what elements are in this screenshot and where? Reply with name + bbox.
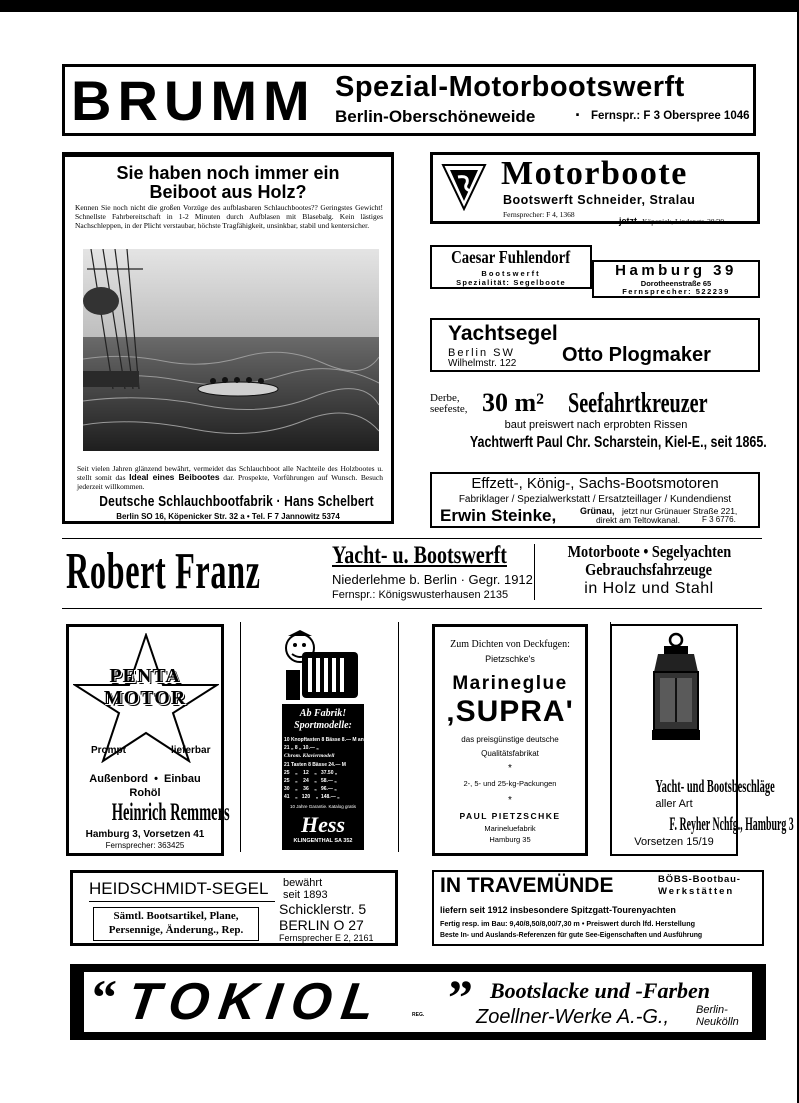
remmers-deliver: lieferbar [171, 745, 211, 756]
tokiol-city-2: Neukölln [696, 1016, 739, 1028]
ad-travemuende [432, 870, 764, 946]
ad-schneider [430, 152, 760, 224]
remmers-logo-1: PENTA [109, 665, 181, 687]
reyher-name: F. Reyher Nchfg., Hamburg 3 [669, 814, 794, 835]
hess-row: 25 „ 12 „ 37.50 „ [284, 769, 338, 776]
ad-steinke [430, 472, 760, 528]
hess-price-list [284, 736, 362, 802]
travemuende-line2: Fertig resp. im Bau: 9,40/8,50/8,00/7,30 m • Preiswert durch lfd. Herstellung [440, 919, 695, 928]
ad-franz [62, 540, 762, 606]
remmers-name-wrap [69, 799, 230, 827]
heidschmidt-city: BERLIN O 27 [279, 917, 364, 933]
tokiol-brand: TOKIOL [123, 973, 388, 1031]
fuhlendorf-city: Hamburg 39 [615, 262, 737, 279]
tokiol-city-1: Berlin- [696, 1004, 728, 1016]
reyher-sub: aller Art [655, 798, 693, 810]
pietzschke-line1: Zum Dichten von Deckfugen: [450, 639, 570, 650]
steinke-addr-2: direkt am Teltowkanal. [596, 515, 680, 525]
reyher-name-wrap [612, 814, 794, 836]
schelbert-outro [77, 464, 383, 491]
schelbert-company [65, 491, 391, 510]
hess-slogan-1: Ab Fabrik! [299, 708, 347, 719]
top-border [0, 0, 799, 12]
remmers-types: Außenbord • Einbau [89, 773, 201, 785]
ad-fuhlendorf-address [592, 260, 760, 298]
schelbert-title-1: Sie haben noch immer ein [116, 163, 340, 183]
franz-right-3: in Holz und Stahl [584, 580, 714, 597]
franz-right-2: Gebrauchsfahrzeuge [585, 560, 713, 579]
scharstein-title-wrap [568, 388, 762, 420]
franz-divider [534, 544, 535, 600]
ad-hess [282, 630, 364, 850]
fuhlendorf-name: Caesar Fuhlendorf [451, 247, 571, 267]
schelbert-address: Berlin SO 16, Köpenicker Str. 32 a • Tel. F 7 Jannowitz 5374 [116, 512, 340, 521]
ad-scharstein [428, 388, 767, 454]
scharstein-company: Yachtwerft Paul Chr. Scharstein, Kiel-E., seit 1865. [469, 434, 767, 451]
plogmaker-name: Otto Plogmaker [562, 344, 711, 366]
franz-right-1: Motorboote • Segelyachten [567, 542, 731, 561]
tokiol-company: Zoellner-Werke A.-G., [476, 1006, 670, 1028]
hess-row: Chrom. Klaviermodell [284, 753, 335, 760]
plogmaker-street: Wilhelmstr. 122 [448, 358, 517, 369]
ad-schelbert [62, 152, 394, 524]
travemuende-title: IN TRAVEMÜNDE [440, 874, 614, 897]
schelbert-title-2: Beiboot aus Holz? [149, 182, 307, 202]
reyher-title: Yacht- und Bootsbeschläge [655, 776, 775, 796]
pietzschke-desc-1: das preisgünstige deutsche [461, 735, 559, 744]
ad-reyher [610, 624, 794, 856]
pietzschke-product: ‚SUPRA' [446, 695, 574, 728]
hess-row: 21 Tasten 8 Bässe 24.— M [284, 761, 346, 768]
ad-pietzschke [432, 624, 588, 856]
travemuende-yard-1: BÖBS-Bootbau- [658, 874, 741, 885]
tokiol-product: Bootslacke und -Farben [490, 978, 711, 1003]
steinke-services: Fabriklager / Spezialwerkstatt / Ersatzteillager / Kundendienst [458, 494, 732, 505]
franz-top-rule [62, 538, 762, 539]
scharstein-size: 30 m² [482, 388, 544, 417]
remmers-phone: Fernsprecher: 363425 [105, 841, 185, 850]
schelbert-outro-2: dar. Prospekte, Vorführungen auf Wunsch. Besuch jederzeit willkommen. [77, 473, 384, 491]
tokiol-reg: REG. [412, 1012, 425, 1018]
brumm-sep: · [575, 105, 581, 125]
hess-row: 41 „ 120 „ 148.— „ [284, 794, 340, 801]
schneider-now [619, 209, 724, 228]
scharstein-sub: baut preiswert nach erprobten Rissen [504, 419, 688, 431]
scharstein-pre-1: Derbe, [430, 392, 460, 404]
ad-plogmaker [430, 318, 760, 372]
schneider-logo-icon [441, 163, 487, 211]
steinke-name: Erwin Steinke, [440, 506, 557, 525]
fuhlendorf-street: Dorotheenstraße 65 [640, 279, 712, 288]
heidschmidt-proven-1: bewährt [283, 877, 323, 889]
hess-place: KLINGENTHAL SA 352 [293, 838, 353, 844]
scharstein-pre-2: seefeste, [430, 403, 468, 415]
remmers-logo-2: MOTOR [103, 687, 187, 709]
hess-row: 30 „ 36 „ 96.— „ [284, 786, 337, 793]
fuhlendorf-phone: Fernsprecher: 522239 [622, 287, 730, 296]
fuhlendorf-line2: Spezialität: Segelboote [456, 278, 566, 287]
schneider-now-address: Köpenick, Lindenstr. 28/29 [642, 217, 725, 226]
heidschmidt-items-box [93, 907, 259, 941]
franz-kind-wrap [332, 542, 551, 570]
schelbert-outro-1: Seit vielen Jahren glänzend bewährt, vermeidet das Schlauchboot alle Nachteile des Holzbootes u. stellt somit das [77, 464, 383, 482]
divider-1 [240, 622, 241, 852]
brumm-name: BRUMM [71, 69, 316, 132]
plogmaker-city: Berlin SW [448, 347, 515, 359]
travemuende-line3: Beste In- und Auslands-Referenzen für gute See-Eigenschaften und Ausführung [440, 932, 703, 939]
steinke-place: Grünau, [580, 506, 615, 516]
plogmaker-title: Yachtsegel [448, 322, 558, 345]
steinke-title: Effzett-, König-, Sachs-Bootsmotoren [471, 475, 719, 492]
schneider-phone: Fernsprecher: F 4, 1368 [503, 210, 575, 219]
travemuende-line1: liefern seit 1912 insbesondere Spitzgatt-Tourenyachten [440, 905, 676, 915]
hess-slogan-2: Sportmodelle: [294, 720, 352, 731]
pietzschke-city: Hamburg 35 [489, 835, 531, 844]
fuhlendorf-line1: Bootswerft [481, 269, 541, 278]
heidschmidt-items-2: Persennige, Änderung., Rep. [108, 924, 244, 936]
schelbert-outro-ideal: Ideal eines Beibootes [129, 472, 220, 482]
ad-tokiol [70, 964, 766, 1040]
scharstein-title: Seefahrtkreuzer [568, 388, 708, 419]
remmers-oil: Rohöl [129, 787, 161, 799]
hess-name: Hess [301, 812, 345, 837]
divider-2 [398, 622, 399, 852]
steinke-phone: F 3 6776. [702, 515, 736, 524]
franz-right-2-wrap [536, 560, 762, 580]
heidschmidt-items-1: Sämtl. Bootsartikel, Plane, [113, 910, 239, 922]
fuhlendorf-name-wrap [432, 247, 590, 268]
hess-panel [282, 704, 364, 850]
pietzschke-packs: 2-, 5- und 25-kg-Packungen [463, 779, 557, 788]
franz-place: Niederlehme b. Berlin · Gegr. 1912 [332, 572, 533, 587]
hess-guarantee: 10 Jahre Garantie. Katalog gratis [289, 804, 357, 809]
scharstein-company-wrap [428, 432, 767, 452]
heidschmidt-street: Schicklerstr. 5 [279, 901, 367, 917]
heidschmidt-name: HEIDSCHMIDT-SEGEL [89, 879, 269, 898]
ad-fuhlendorf [430, 245, 592, 289]
franz-name: Robert Franz [66, 543, 261, 600]
remmers-name: Heinrich Remmers [111, 799, 230, 826]
schelbert-company-text: Deutsche Schlauchbootfabrik · Hans Schelbert [99, 493, 374, 510]
pietzschke-star-1: * [508, 763, 512, 774]
schelbert-intro: Kennen Sie noch nicht die großen Vorzüge des aufblasbaren Schlauchbootes?? Geringstes Gewicht! Schnellste Fahrbereitschaft in 1-2 Minuten durch Aufblasen mit Blasebalg. Kein lästiges Nachschleppen, in der Plicht verstaubar, höchste Tragfähigkeit, unsinkbar, stabil und kentersicher. [75, 203, 383, 230]
tokiol-quote-open: “ [92, 969, 117, 1025]
pietzschke-maker: PAUL PIETZSCHKE [459, 811, 561, 821]
brumm-headline: Spezial-Motorbootswerft [335, 71, 685, 103]
franz-right-1-wrap [536, 542, 762, 562]
reyher-title-wrap [612, 776, 775, 797]
tokiol-inner [84, 969, 752, 1032]
schneider-now-label: jetzt [619, 216, 637, 226]
heidschmidt-proven-2: seit 1893 [283, 889, 328, 901]
hess-row: 21 „ 8 „ 10.— „ [284, 745, 319, 752]
photo-dinghy-at-sea [83, 249, 379, 451]
brumm-location: Berlin-Oberschöneweide [335, 107, 536, 126]
heidschmidt-phone: Fernsprecher E 2, 2161 [279, 933, 374, 943]
accordion-player-icon [282, 630, 364, 710]
pietzschke-desc-2: Qualitätsfabrikat [481, 749, 539, 758]
franz-bottom-rule [62, 608, 762, 609]
pietzschke-star-2: * [508, 795, 512, 806]
brumm-phone: Fernspr.: F 3 Oberspree 1046 [591, 110, 750, 122]
hess-row: 25 „ 24 „ 58.— „ [284, 778, 337, 785]
pietzschke-maker-2: Marineluefabrik [484, 824, 536, 833]
schneider-title: Motorboote [501, 155, 688, 192]
ad-heidschmidt [70, 870, 398, 946]
ad-remmers [66, 624, 230, 856]
heidschmidt-underline [89, 901, 275, 902]
franz-kind: Yacht- u. Bootswerft [332, 542, 507, 569]
remmers-city: Hamburg 3, Vorsetzen 41 [85, 829, 205, 840]
franz-phone: Fernspr.: Königswusterhausen 2135 [332, 589, 509, 601]
remmers-prompt: Prompt [91, 745, 126, 756]
pietzschke-brand: Marineglue [452, 673, 568, 694]
ad-brumm [62, 64, 756, 136]
schneider-subtitle: Bootswerft Schneider, Stralau [503, 193, 696, 207]
tokiol-quote-close: ” [448, 969, 473, 1025]
lantern-icon [650, 632, 702, 742]
hess-row: 10 Knopftasten 8 Bässe 8.— M an [284, 737, 364, 743]
pietzschke-line2: Pietzschke's [485, 654, 535, 664]
travemuende-yard-2: Werkstätten [658, 886, 735, 897]
steinke-addr-1: jetzt nur Grünauer Straße 221, [622, 506, 738, 516]
reyher-street: Vorsetzen 15/19 [634, 836, 714, 848]
